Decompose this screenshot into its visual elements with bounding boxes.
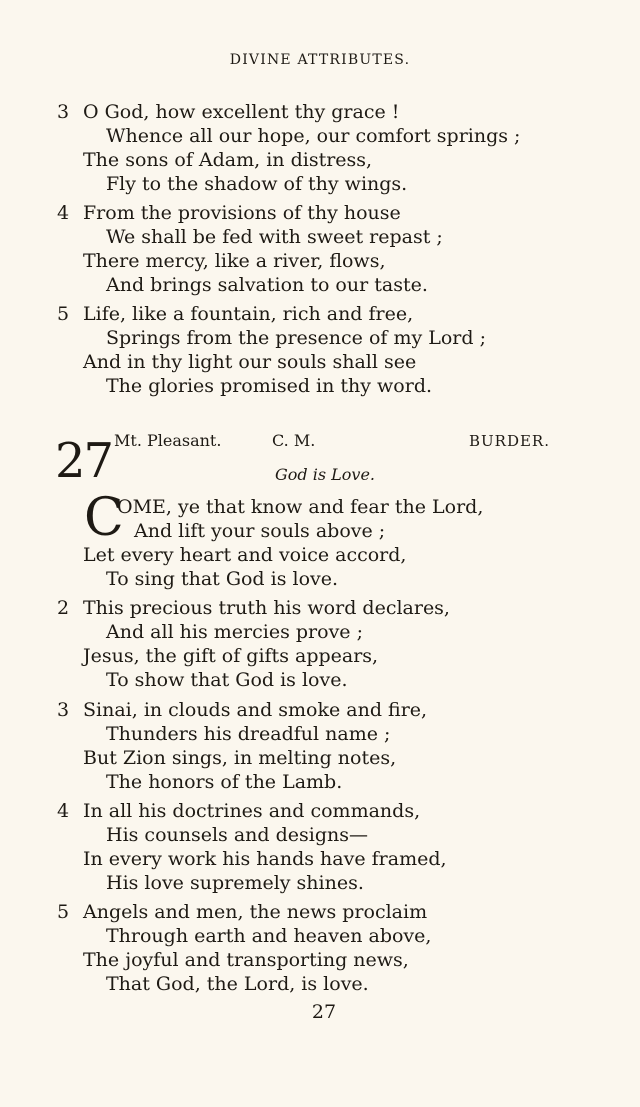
stanza-line: Fly to the shadow of thy wings. xyxy=(106,173,408,195)
stanza-line: OME, ye that know and fear the Lord, xyxy=(117,496,484,518)
author: BURDER. xyxy=(469,432,550,450)
page-number: 27 xyxy=(311,1001,337,1023)
stanza-line: Jesus, the gift of gifts appears, xyxy=(83,645,379,667)
stanza-line: Springs from the presence of my Lord ; xyxy=(106,327,486,349)
stanza-line: And all his mercies prove ; xyxy=(106,621,363,643)
stanza-number: 4 xyxy=(57,800,70,822)
stanza-line: His counsels and designs— xyxy=(106,824,369,846)
stanza-line: Through earth and heaven above, xyxy=(106,925,432,947)
stanza-line: In every work his hands have framed, xyxy=(83,848,447,870)
stanza-line: To show that God is love. xyxy=(106,669,348,691)
stanza-line: And lift your souls above ; xyxy=(134,520,386,542)
stanza-number: 5 xyxy=(57,303,70,325)
stanza-line: In all his doctrines and commands, xyxy=(83,800,421,822)
stanza-line: From the provisions of thy house xyxy=(83,202,401,224)
stanza-line: Whence all our hope, our comfort springs ; xyxy=(106,125,521,147)
stanza-line: The joyful and transporting news, xyxy=(83,949,409,971)
stanza-number: 2 xyxy=(57,597,70,619)
stanza-line: Let every heart and voice accord, xyxy=(83,544,407,566)
stanza-line: The sons of Adam, in distress, xyxy=(83,149,373,171)
running-head: DIVINE ATTRIBUTES. xyxy=(229,52,411,68)
stanza-line: That God, the Lord, is love. xyxy=(106,973,369,995)
stanza-number: 4 xyxy=(57,202,70,224)
stanza-line: But Zion sings, in melting notes, xyxy=(83,747,397,769)
stanza-line: Angels and men, the news proclaim xyxy=(83,901,428,923)
stanza-line: Life, like a fountain, rich and free, xyxy=(83,303,414,325)
stanza-line: To sing that God is love. xyxy=(106,568,339,590)
stanza-line: Sinai, in clouds and smoke and fire, xyxy=(83,699,428,721)
hymn-number: 27 xyxy=(55,433,113,489)
stanza-line: The glories promised in thy word. xyxy=(106,375,433,397)
stanza-line: And brings salvation to our taste. xyxy=(106,274,428,296)
stanza-line: His love supremely shines. xyxy=(106,872,364,894)
stanza-line: We shall be fed with sweet repast ; xyxy=(106,226,443,248)
stanza-line: O God, how excellent thy grace ! xyxy=(83,101,400,123)
stanza-number: 5 xyxy=(57,901,70,923)
stanza-line: And in thy light our souls shall see xyxy=(83,351,417,373)
hymn-subtitle: God is Love. xyxy=(274,465,375,484)
stanza-line: There mercy, like a river, flows, xyxy=(83,250,386,272)
drop-cap: C xyxy=(84,488,124,548)
stanza-number: 3 xyxy=(57,101,70,123)
tune-name: Mt. Pleasant. xyxy=(114,431,222,450)
stanza-line: The honors of the Lamb. xyxy=(106,771,343,793)
stanza-line: Thunders his dreadful name ; xyxy=(106,723,391,745)
stanza-number: 3 xyxy=(57,699,70,721)
meter: C. M. xyxy=(272,431,316,450)
stanza-line: This precious truth his word declares, xyxy=(83,597,450,619)
